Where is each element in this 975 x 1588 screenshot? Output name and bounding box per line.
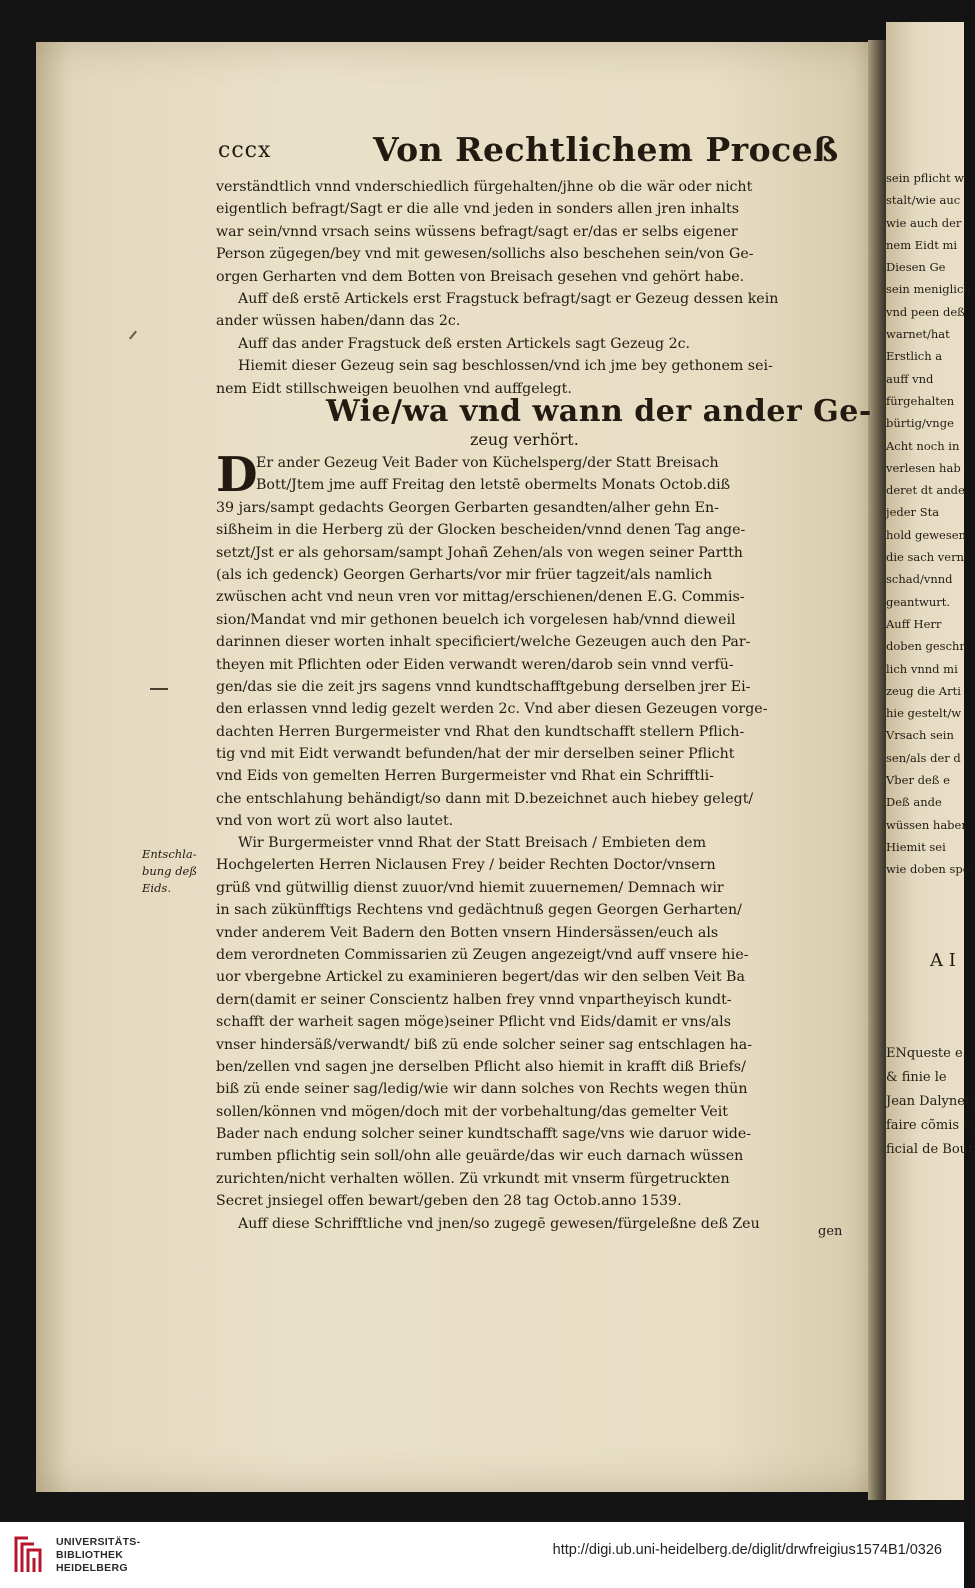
text-line: Vrsach sein bbox=[886, 728, 954, 743]
text-line: zeug die Arti bbox=[886, 683, 961, 698]
catchword: gen bbox=[818, 1224, 843, 1239]
facing-page bbox=[886, 22, 975, 1500]
text-line: hold gewesen bbox=[886, 527, 966, 542]
text-line: doben geschri bbox=[886, 639, 969, 654]
text-line: Entschla- bbox=[142, 847, 197, 861]
text-line: 39 jars/sampt gedachts Georgen Gerbarten gesandten/alher gehn En- bbox=[216, 499, 719, 516]
text-line: deret dt ande bbox=[886, 483, 965, 498]
text-line: che entschlahung behändigt/so dann mit D.bezeichnet auch hiebey gelegt/ bbox=[216, 790, 754, 807]
text-line: fürgehalten bbox=[886, 393, 955, 408]
library-name[interactable] bbox=[56, 1536, 140, 1575]
text-line: sißheim in die Herberg zü der Glocken bescheiden/vnnd denen Tag ange- bbox=[216, 522, 746, 539]
text-line: Deß ande bbox=[886, 795, 942, 810]
text-line: dern(damit er seiner Conscientz halben frey vnnd vnpartheyisch kundt- bbox=[216, 991, 732, 1008]
text-line: rumben pflichtig sein soll/ohn alle geuärde/das wir euch darnach wüssen bbox=[216, 1148, 744, 1165]
text-line: Hochgelerten Herren Niclausen Frey / beider Rechten Doctor/vnsern bbox=[216, 857, 716, 874]
text-line: bung deß bbox=[142, 864, 198, 878]
text-line: darinnen dieser worten inhalt specificiert/welche Gezeugen auch den Par- bbox=[216, 634, 751, 651]
section-heading-continued: zeug verhört. bbox=[470, 430, 579, 449]
text-line: Bott/Jtem jme auff Freitag den letstē obermelts Monats Octob.diß bbox=[256, 477, 731, 494]
text-line: UNIVERSITÄTS- bbox=[56, 1536, 141, 1548]
text-line: vnd von wort zü wort also lautet. bbox=[216, 813, 454, 830]
text-line: war sein/vnnd vrsach seins wüssens befragt/sagt er/das er selbs eigener bbox=[216, 223, 738, 240]
text-line: sein meniglich bbox=[886, 282, 971, 297]
text-line: jeder Sta bbox=[886, 505, 940, 520]
text-line: zwüschen acht vnd neun vren vor mittag/erschienen/denen E.G. Commis- bbox=[216, 589, 745, 606]
text-line: Auff diese Schrifftliche vnd jnen/so zugegē gewesen/fürgeleßne deß Zeu bbox=[238, 1215, 760, 1232]
text-line: Er ander Gezeug Veit Bader von Küchelsperg/der Statt Breisach bbox=[256, 455, 719, 471]
text-line: tig vnd mit Eidt verwandt befunden/hat der mir derselben seiner Pflicht bbox=[216, 746, 735, 763]
text-line: faire cõmis & bbox=[886, 1118, 975, 1133]
ub-heidelberg-logo-icon[interactable] bbox=[12, 1532, 48, 1578]
text-line: Eids. bbox=[142, 881, 171, 895]
text-line: vnder anderem Veit Badern den Botten vnsern Hindersässen/euch als bbox=[216, 924, 719, 941]
text-line: Wir Burgermeister vnnd Rhat der Statt Breisach / Embieten dem bbox=[238, 835, 707, 851]
text-line: vnd Eids von gemelten Herren Burgermeister vnd Rhat ein Schrifftli- bbox=[216, 768, 714, 785]
text-line: orgen Gerharten vnd dem Botten von Breisach gesehen vnd gehört habe. bbox=[216, 268, 745, 285]
text-line: warnet/hat bbox=[886, 327, 950, 342]
text-line: Jean Dalynet bbox=[886, 1094, 971, 1109]
text-line: dachten Herren Burgermeister vnd Rhat den kundtschafft stellern Pflich- bbox=[216, 723, 745, 740]
text-line: stalt/wie auc bbox=[886, 193, 961, 208]
text-line: (als ich gedenck) Georgen Gerharts/vor mir früer tagzeit/als namlich bbox=[216, 566, 713, 583]
margin-note bbox=[142, 846, 197, 897]
viewer-footer bbox=[0, 1522, 964, 1588]
text-line: Person zügegen/bey vnd mit gewesen/sollichs also beschehen sein/von Ge- bbox=[216, 246, 754, 263]
text-line: nem Eidt mi bbox=[886, 237, 958, 252]
text-line: zurichten/nicht verhalten wöllen. Zü vrkundt mit vnserm fürgetruckten bbox=[216, 1170, 730, 1187]
text-line: sion/Mandat vnd mir gethonen beuelch ich vorgelesen hab/vnnd dieweil bbox=[216, 611, 736, 628]
text-line: Diesen Ge bbox=[886, 260, 946, 275]
text-line: nem Eidt stillschweigen beuolhen vnd auffgelegt. bbox=[216, 380, 572, 397]
text-line: schafft der warheit sagen möge)seiner Pflicht vnd Eids/damit er vns/als bbox=[216, 1014, 732, 1031]
text-line: Bader nach endung solcher seiner kundtschafft sage/vns wie daruor wide- bbox=[216, 1126, 752, 1143]
running-head bbox=[218, 130, 858, 174]
text-line: ENqueste e bbox=[886, 1046, 963, 1061]
text-line: theyen mit Pflichten oder Eiden verwandt weren/darob sein vnnd verfü- bbox=[216, 656, 734, 673]
text-line: verständtlich vnnd vnderschiedlich fürgehalten/jhne ob die wär oder nicht bbox=[216, 179, 753, 195]
text-line: dem verordneten Commissarien zü Zeugen angezeigt/vnd auff vnsere hie- bbox=[216, 946, 749, 963]
text-line: hie gestelt/w bbox=[886, 706, 962, 721]
text-line: Auff das ander Fragstuck deß ersten Artickels sagt Gezeug 2c. bbox=[238, 335, 691, 352]
witness-paragraph bbox=[216, 447, 856, 833]
text-line: Erstlich a bbox=[886, 349, 943, 364]
text-line: vnser hindersäß/verwandt/ biß zü ende solcher seiner sag entschlagen ha- bbox=[216, 1036, 753, 1053]
text-line: Auff deß erstē Artickels erst Fragstuck befragt/sagt er Gezeug dessen kein bbox=[238, 290, 779, 307]
facing-page-lower-text bbox=[886, 1042, 975, 1162]
letter-paragraph bbox=[216, 832, 856, 1235]
drop-cap-initial: D bbox=[216, 447, 258, 503]
margin-dash-mark bbox=[150, 688, 168, 690]
text-line: Auff Herr bbox=[886, 616, 942, 631]
section-heading: Wie/wa vnd wann der ander Ge- bbox=[326, 394, 872, 429]
text-line: in sach zükünfftigs Rechtens vnd gedächtnuß gegen Georgen Gerharten/ bbox=[216, 902, 742, 919]
text-line: geantwurt. bbox=[886, 594, 951, 609]
text-line: Hiemit sei bbox=[886, 839, 946, 854]
text-line: Vber deß e bbox=[886, 773, 950, 788]
text-line: verlesen hab bbox=[886, 460, 961, 475]
text-line: wüssen haber bbox=[886, 817, 967, 832]
text-line: ficial de Bour bbox=[886, 1142, 975, 1157]
text-line: schad/vnnd bbox=[886, 572, 953, 587]
text-line: setzt/Jst er als gehorsam/sampt Johañ Zehen/als von wegen seiner Partth bbox=[216, 544, 743, 561]
text-line: ander wüssen haben/dann das 2c. bbox=[216, 313, 461, 330]
text-line: gen/das sie die zeit jrs sagens vnnd kundtschafftgebung derselben jrer Ei- bbox=[216, 678, 751, 695]
text-line: vnd peen deß bbox=[886, 304, 965, 319]
text-line: BIBLIOTHEK bbox=[56, 1549, 124, 1561]
text-line: sollen/können vnd mögen/doch mit der vorbehaltung/das gemelter Veit bbox=[216, 1103, 728, 1120]
text-line: die sach vern bbox=[886, 550, 964, 565]
text-line: den erlassen vnnd ledig gezelt werden 2c. Vnd aber diesen Gezeugen vorge- bbox=[216, 701, 768, 718]
running-title: Von Rechtlichem Proceß bbox=[373, 130, 839, 169]
facing-page-heading: A I bbox=[930, 950, 956, 971]
text-line: Acht noch in bbox=[886, 438, 960, 453]
text-line: wie doben spe bbox=[886, 862, 970, 877]
text-line: auff vnd bbox=[886, 371, 934, 386]
facing-page-text bbox=[886, 167, 971, 881]
text-line: wie auch der bbox=[886, 215, 962, 230]
text-line: & finie le bbox=[886, 1070, 947, 1085]
text-line: uor vbergebne Artickel zu examinieren begert/das wir den selben Veit Ba bbox=[216, 969, 745, 986]
text-line: sen/als der d bbox=[886, 750, 961, 765]
book-gutter bbox=[868, 40, 888, 1500]
opening-paragraphs bbox=[216, 176, 856, 400]
permalink-url[interactable]: http://digi.ub.uni-heidelberg.de/diglit/drwfreigius1574B1/0326 bbox=[552, 1542, 942, 1558]
text-line: lich vnnd mi bbox=[886, 661, 958, 676]
text-line: ben/zellen vnd sagen jne derselben Pflicht also hiemit in krafft diß Briefs/ bbox=[216, 1058, 746, 1075]
text-line: biß zü ende seiner sag/ledig/wie wir dann solches von Rechts wegen thün bbox=[216, 1081, 748, 1098]
text-line: HEIDELBERG bbox=[56, 1562, 128, 1574]
text-line: Hiemit dieser Gezeug sein sag beschlossen/vnd ich jme bey gethonem sei- bbox=[238, 358, 773, 375]
text-line: Secret jnsiegel offen bewart/geben den 28 tag Octob.anno 1539. bbox=[216, 1193, 682, 1210]
text-line: sein pflicht w bbox=[886, 171, 965, 185]
text-line: eigentlich befragt/Sagt er die alle vnd jeden in sonders allen jren inhalts bbox=[216, 201, 740, 218]
text-line: grüß vnd gütwillig dienst zuuor/vnd hiemit zuuernemen/ Demnach wir bbox=[216, 879, 724, 896]
folio-number: cccx bbox=[218, 138, 272, 163]
text-line: bürtig/vnge bbox=[886, 416, 954, 431]
